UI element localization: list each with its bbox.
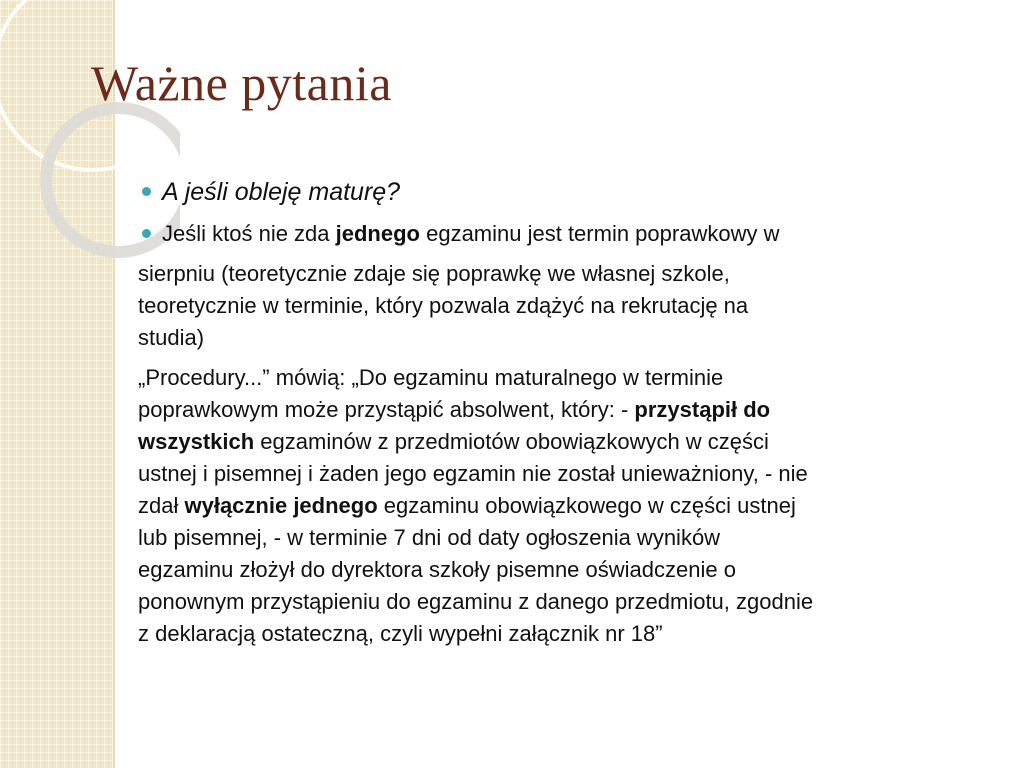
answer-line: studia) <box>138 325 205 350</box>
bold-text: wyłącznie jednego <box>184 493 378 518</box>
quote-line: egzaminu złożył do dyrektora szkoły pisemne oświadczenie o <box>138 557 736 582</box>
quote-line: „Procedury...” mówią: „Do egzaminu maturalnego w terminie <box>138 365 724 390</box>
answer-line: sierpniu (teoretycznie zdaje się poprawkę we własnej szkole, <box>138 261 730 286</box>
quote-line: zdał wyłącznie jednego egzaminu obowiązkowego w części ustnej <box>138 493 796 518</box>
bold-text: przystąpił do <box>634 397 771 422</box>
quote-line: poprawkowym może przystąpić absolwent, który: - przystąpił do <box>138 397 771 422</box>
bullet-answer <box>138 218 1010 250</box>
question-text: A jeśli obleję maturę? <box>162 178 401 206</box>
answer-line: Jeśli ktoś nie zda jednego egzaminu jest termin poprawkowy w <box>162 221 780 246</box>
bold-text: wszystkich <box>138 429 255 454</box>
quote-line: wszystkich egzaminów z przedmiotów obowiązkowych w części <box>138 429 769 454</box>
quote-line: ustnej i pisemnej i żaden jego egzamin nie został unieważniony, - nie <box>138 461 808 486</box>
answer-line: teoretycznie w terminie, który pozwala zdążyć na rekrutację na <box>138 293 749 318</box>
bullet-dot-icon <box>142 187 151 196</box>
quote-line: ponownym przystąpieniu do egzaminu z danego przedmiotu, zgodnie <box>138 589 814 614</box>
slide-content <box>138 176 1010 650</box>
quote-line: lub pisemnej, - w terminie 7 dni od daty ogłoszenia wyników <box>138 525 721 550</box>
bold-text: jednego <box>335 221 420 246</box>
quote-paragraph <box>138 362 1010 650</box>
answer-continuation <box>138 258 1010 354</box>
quote-line: z deklaracją ostateczną, czyli wypełni załącznik nr 18” <box>138 621 663 646</box>
bullet-dot-icon <box>142 229 151 238</box>
slide-title: Ważne pytania <box>91 55 392 111</box>
bullet-question <box>138 176 1010 208</box>
